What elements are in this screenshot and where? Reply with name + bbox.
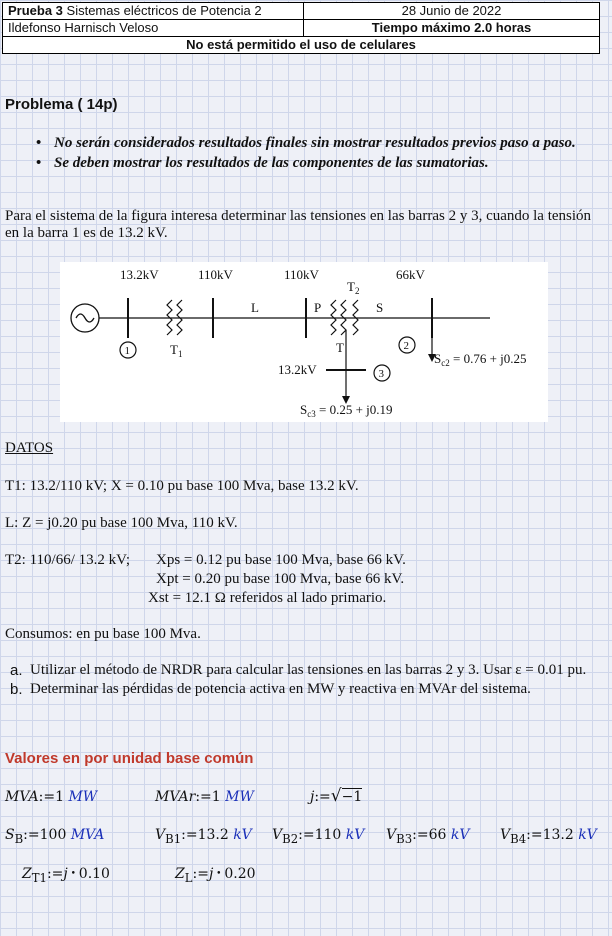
datos-xpt: Xpt = 0.20 pu base 100 Mva, base 66 kV. xyxy=(156,571,405,587)
question-item xyxy=(10,662,606,679)
bullet-item: • Se deben mostrar los resultados de las componentes de las sumatorias. xyxy=(36,155,596,172)
generator-icon xyxy=(71,304,99,332)
line-label: L xyxy=(251,300,259,315)
voltage-label-66kv: 66kV xyxy=(396,267,425,282)
zl-definition: $Z_L:=j$ • 0.20 xyxy=(175,866,256,885)
course-prefix: Prueba 3 xyxy=(8,3,63,18)
t1-label: $T_1$ xyxy=(170,342,183,359)
question-label: a. xyxy=(10,662,23,679)
t2-label: $T_2$ xyxy=(347,279,360,296)
power-system-diagram xyxy=(60,262,548,422)
t-label: T xyxy=(336,340,344,355)
bullet-item: • No serán considerados resultados finales sin mostrar resultados previos paso a paso. xyxy=(36,135,596,152)
question-text: Utilizar el método de NRDR para calcular las tensiones en las barras 2 y 3. Usar ε = 0.01 pu. xyxy=(30,662,587,678)
course-name: Sistemas eléctricos de Potencia 2 xyxy=(62,3,262,18)
s-label: S xyxy=(376,300,384,315)
mva-definition: MVA:=1 MW xyxy=(5,789,98,805)
mvar-definition: MVAr:=1 MW xyxy=(155,789,254,805)
vb2-definition: $V_{B2}:=110$ kV xyxy=(272,827,365,846)
datos-t1: T1: 13.2/110 kV; X = 0.10 pu base 100 Mva, base 13.2 kV. xyxy=(5,478,359,494)
voltage-label-110kv-b: 110kV xyxy=(284,267,319,282)
date-cell: 28 Junio de 2022 xyxy=(304,3,600,20)
sb-definition: $S_B:=100$ MVA xyxy=(5,827,105,846)
question-text: Determinar las pérdidas de potencia activa en MW y reactiva en MVAr del sistema. xyxy=(30,681,531,697)
voltage-label-110kv-a: 110kV xyxy=(198,267,233,282)
time-limit-cell xyxy=(304,20,600,37)
bullet-list xyxy=(36,135,596,175)
question-item xyxy=(10,681,606,698)
vb1-definition: $V_{B1}:=13.2$ kV xyxy=(155,827,252,846)
problem-statement: Para el sistema de la figura interesa determinar las tensiones en las barras 2 y 3, cuando la tensión en la barra 1 es de 13.2 kV. xyxy=(5,208,592,241)
p-label: P xyxy=(314,300,322,315)
vb4-definition: $V_{B4}:=13.2$ kV xyxy=(500,827,597,846)
header-table xyxy=(2,2,600,54)
notice: No está permitido el uso de celulares xyxy=(186,37,416,52)
datos-line: L: Z = j0.20 pu base 100 Mva, 110 kV. xyxy=(5,515,238,531)
j-definition: j:=√−1 xyxy=(310,786,363,806)
bus-2-number: 2 xyxy=(403,340,409,352)
voltage-label-13-2kv-b: 13.2kV xyxy=(278,362,317,377)
datos-xst: Xst = 12.1 Ω referidos al lado primario. xyxy=(148,590,387,606)
datos-xps: Xps = 0.12 pu base 100 Mva, base 66 kV. xyxy=(156,552,406,568)
voltage-label-13-2kv: 13.2kV xyxy=(120,267,159,282)
bus-3-number: 3 xyxy=(378,368,384,380)
datos-title: DATOS xyxy=(5,440,54,456)
course-cell xyxy=(3,3,304,20)
author-cell: Ildefonso Harnisch Veloso xyxy=(3,20,304,37)
bus-1-number: 1 xyxy=(124,345,130,357)
problem-title: Problema ( 14p) xyxy=(5,96,118,113)
zt1-definition: $Z_{T1}:=j$ • 0.10 xyxy=(22,866,110,885)
time-limit: Tiempo máximo 2.0 horas xyxy=(371,20,532,35)
datos-consumos: Consumos: en pu base 100 Mva. xyxy=(5,626,201,642)
question-label: b. xyxy=(10,681,23,698)
question-list xyxy=(10,662,606,700)
notice-cell xyxy=(3,37,600,54)
sc3-label: $S_{c3} = 0.25 + j0.19$ xyxy=(300,402,393,419)
vb3-definition: $V_{B3}:=66$ kV xyxy=(386,827,470,846)
valores-title: Valores en por unidad base común xyxy=(5,750,254,767)
sc2-label: $S_{c2} = 0.76 + j0.25$ xyxy=(434,351,527,368)
datos-t2: T2: 110/66/ 13.2 kV; xyxy=(5,552,130,568)
